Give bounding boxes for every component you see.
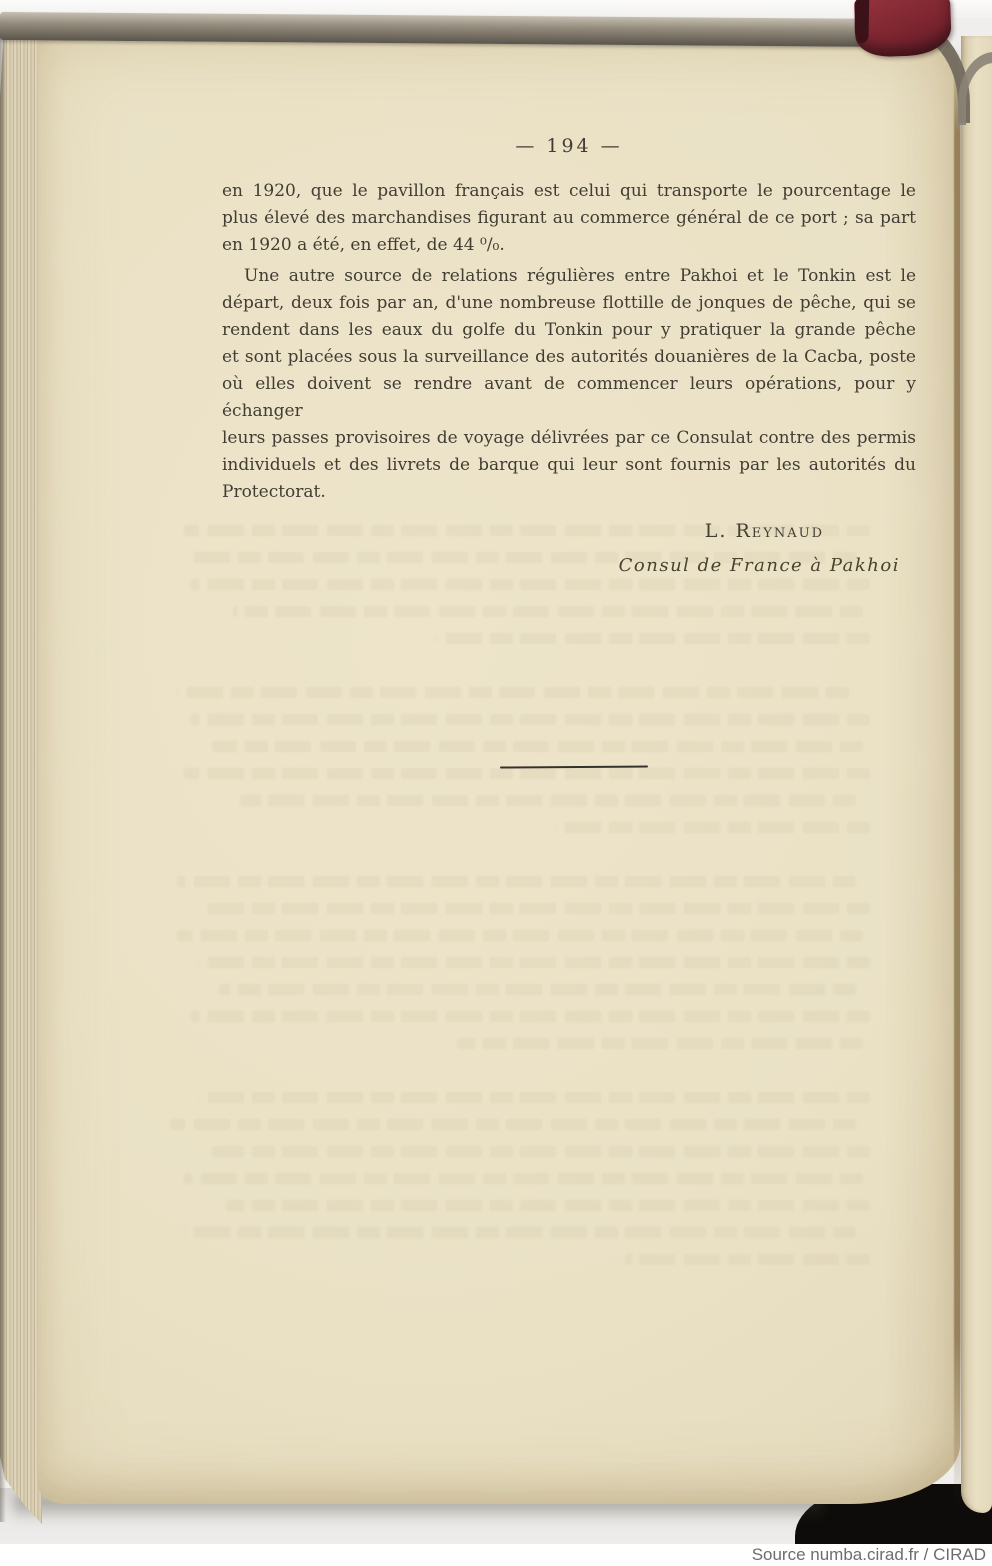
left-edge-shadow [0,22,6,1522]
text-line: leurs passes provisoires de voyage délivrées par ce Consulat contre des permis [222,428,916,448]
gutter-crease [954,46,961,1512]
red-leather-fold [854,0,869,44]
text-line: et sont placées sous la surveillance des autorités douanières de la Cacba, poste [222,347,916,367]
text-line: plus élevé des marchandises figurant au commerce général de ce port ; sa part [222,208,916,228]
signature-title: Consul de France à Pakhoi [618,555,900,576]
book-page [38,32,960,1504]
caption-bar [0,1544,992,1566]
page-text [222,178,916,579]
text-line: départ, deux fois par an, d'une nombreuse flottille de jonques de pêche, qui se [222,293,916,313]
source-attribution: Source numba.cirad.fr / CIRAD [751,1545,986,1564]
text-line: individuels et des livrets de barque qui leur sont fournis par les autorités du [222,455,916,475]
text-line: où elles doivent se rendre avant de commencer leurs opérations, pour y échanger [222,374,916,421]
signature-name: L. Reynaud [704,520,824,542]
text-line: en 1920 a été, en effet, de 44 ⁰/₀. [222,235,505,255]
paragraph [222,178,916,259]
paragraph [222,263,916,506]
text-line: en 1920, que le pavillon français est celui qui transporte le pourcentage le [222,181,916,201]
section-divider [500,765,648,768]
facing-page-edge [961,36,992,1513]
text-line: Une autre source de relations régulières entre Pakhoi et le Tonkin est le [244,266,916,286]
showthrough-text [170,525,870,1281]
text-line: rendent dans les eaux du golfe du Tonkin pour y pratiquer la grande pêche [222,320,916,340]
page-number: — 194 — [515,135,623,157]
page-edges-left [0,22,42,1524]
text-line: Protectorat. [222,482,326,502]
